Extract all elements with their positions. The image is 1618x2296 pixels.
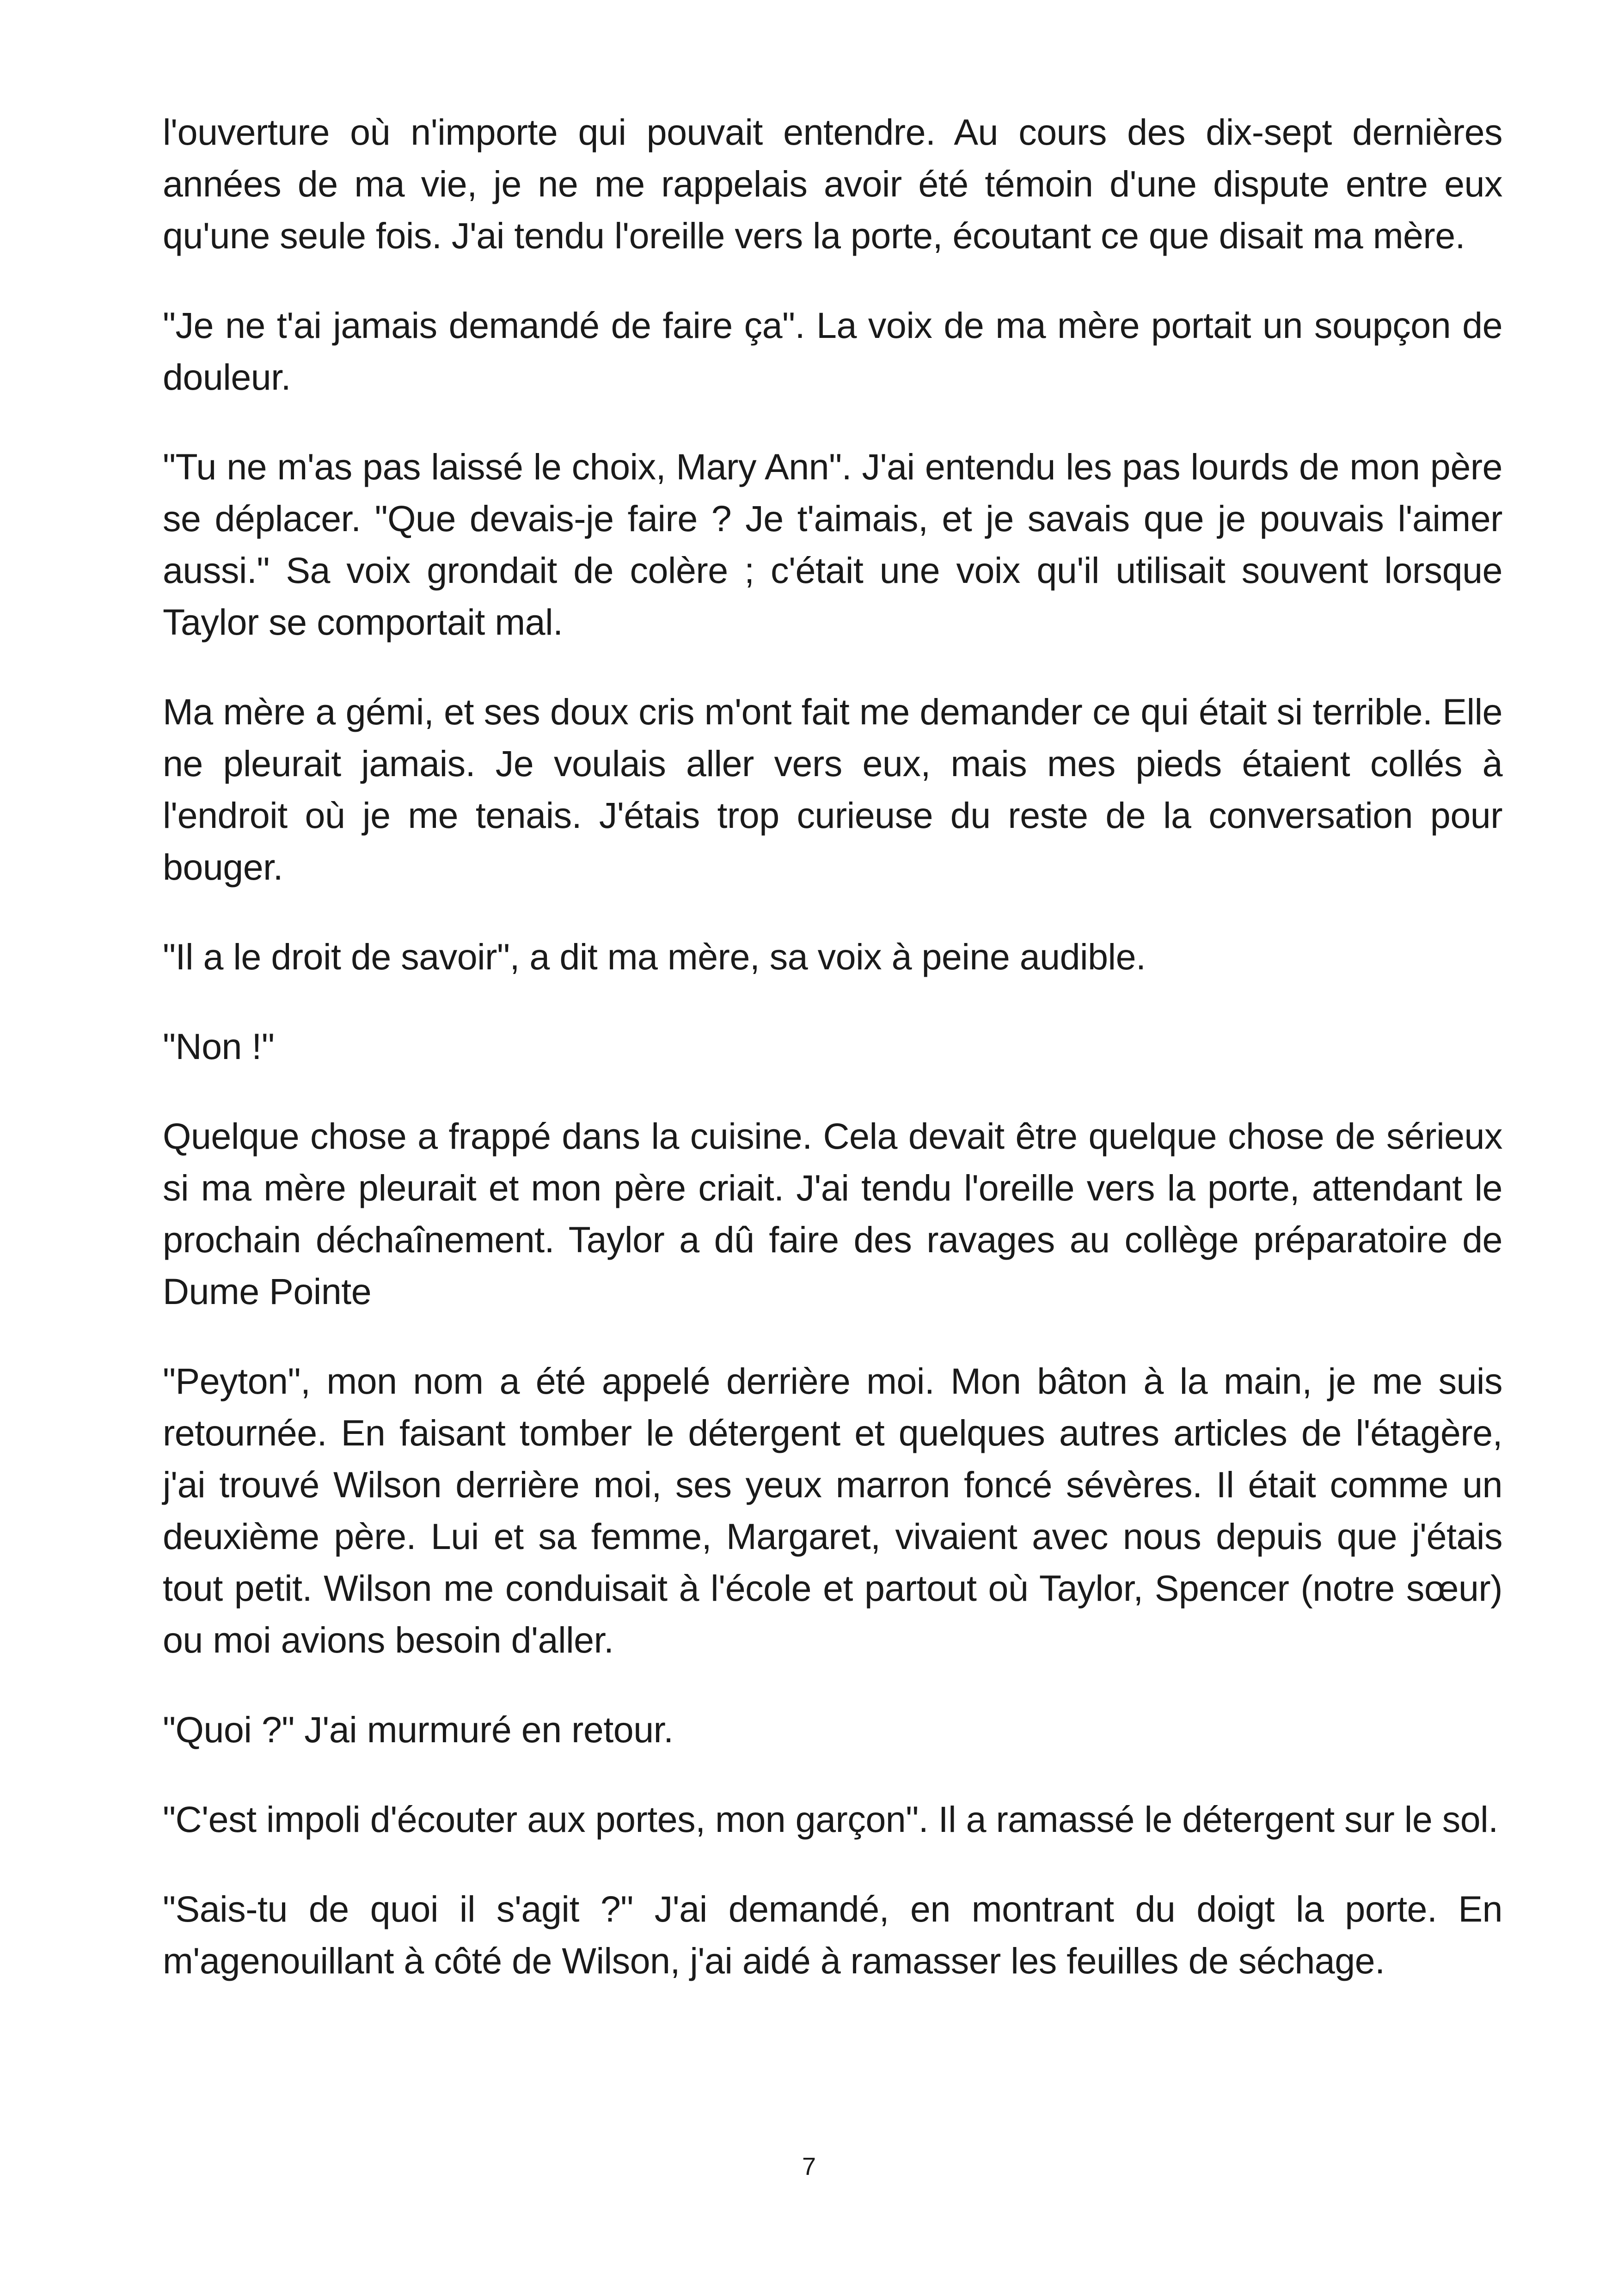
paragraph-9: "Quoi ?" J'ai murmuré en retour. (163, 1709, 674, 1750)
paragraph-11: "Sais-tu de quoi il s'agit ?" J'ai demandé, en montrant du doigt la porte. En m'agenouillant à côté de Wilson, j'ai aidé à ramasser les feuilles de séchage. (163, 1888, 1502, 1981)
paragraph-8: "Peyton", mon nom a été appelé derrière moi. Mon bâton à la main, je me suis retournée. En faisant tomber le détergent et quelques autres articles de l'étagère, j'ai trouvé Wilson derrière moi, ses yeux marron foncé sévères. Il était comme un deuxième père. Lui et sa femme, Margaret, vivaient avec nous depuis que j'étais tout petit. Wilson me conduisait à l'école et partout où Taylor, Spencer (notre sœur) ou moi avions besoin d'aller. (163, 1360, 1502, 1660)
paragraph-3: "Tu ne m'as pas laissé le choix, Mary Ann". J'ai entendu les pas lourds de mon père se déplacer. "Que devais-je faire ? Je t'aimais, et je savais que je pouvais l'aimer aussi." Sa voix grondait de colère ; c'était une voix qu'il utilisait souvent lorsque Taylor se comportait mal. (163, 446, 1502, 643)
paragraph-7: Quelque chose a frappé dans la cuisine. Cela devait être quelque chose de sérieux si ma mère pleurait et mon père criait. J'ai tendu l'oreille vers la porte, attendant le prochain déchaînement. Taylor a dû faire des ravages au collège préparatoire de Dume Pointe (163, 1115, 1502, 1312)
paragraph-10: "C'est impoli d'écouter aux portes, mon garçon". Il a ramassé le détergent sur le sol. (163, 1799, 1498, 1840)
paragraph-5: "Il a le droit de savoir", a dit ma mère, sa voix à peine audible. (163, 936, 1146, 977)
paragraph-4: Ma mère a gémi, et ses doux cris m'ont fait me demander ce qui était si terrible. Elle ne pleurait jamais. Je voulais aller vers eux, mais mes pieds étaient collés à l'endroit où je me tenais. J'étais trop curieuse du reste de la conversation pour bouger. (163, 691, 1502, 888)
paragraph-6: "Non !" (163, 1026, 275, 1067)
paragraph-2: "Je ne t'ai jamais demandé de faire ça". La voix de ma mère portait un soupçon de douleur. (163, 305, 1502, 398)
paragraph-1: l'ouverture où n'importe qui pouvait entendre. Au cours des dix-sept dernières années de ma vie, je ne me rappelais avoir été témoin d'une dispute entre eux qu'une seule fois. J'ai tendu l'oreille vers la porte, écoutant ce que disait ma mère. (163, 111, 1502, 256)
body-text (163, 106, 1502, 1987)
page-number: 7 (802, 2153, 816, 2180)
